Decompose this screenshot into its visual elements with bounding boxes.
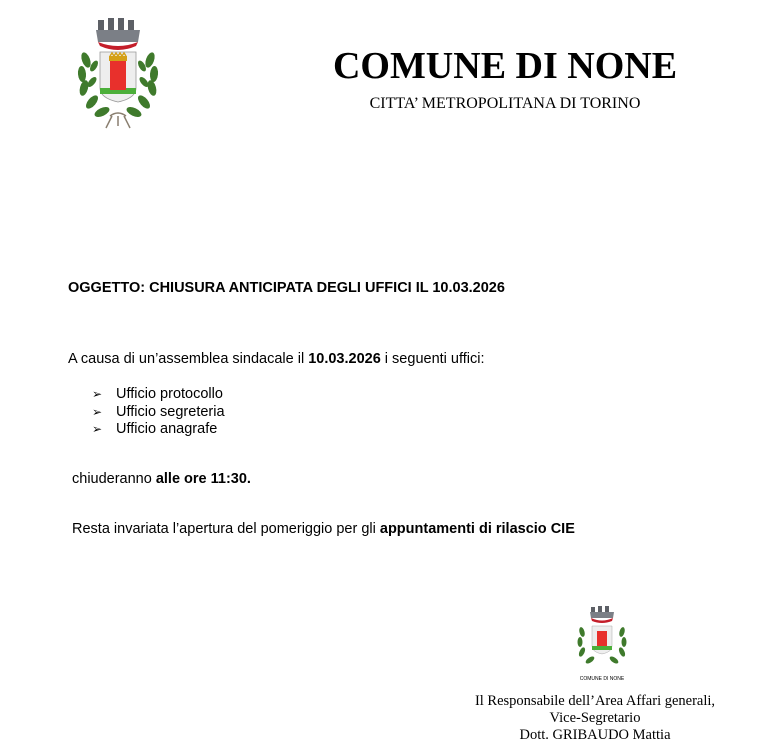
office-label: Ufficio segreteria [116, 403, 225, 420]
intro-paragraph [68, 351, 485, 367]
ribbon-icon [106, 113, 130, 128]
office-label: Ufficio protocollo [116, 386, 223, 402]
shield-icon [100, 52, 136, 102]
list-item [92, 404, 225, 422]
list-item [92, 421, 225, 439]
intro-date: 10.03.2026 [308, 351, 381, 367]
municipality-title: COMUNE DI NONE [332, 45, 678, 87]
intro-text-end: i seguenti uffici: [380, 351, 485, 367]
office-list [92, 386, 225, 439]
closing-paragraph [72, 471, 251, 487]
list-item [92, 386, 225, 404]
note-paragraph [72, 521, 575, 537]
signature-role: Il Responsabile dell’Area Affari generali, [474, 693, 716, 709]
intro-text: A causa di un’assemblea sindacale il [68, 351, 309, 367]
signature-block [440, 693, 750, 744]
closing-text: chiuderanno [72, 471, 156, 487]
signature-name: Dott. GRIBAUDO Mattia [519, 727, 671, 743]
note-bold: appuntamenti di rilascio CIE [379, 521, 575, 537]
closing-time: alle ore 11:30. [155, 471, 251, 487]
arrow-bullet-icon: ➢ [92, 404, 103, 419]
municipality-subtitle: CITTA’ METROPOLITANA DI TORINO [369, 95, 641, 112]
stamp-caption: COMUNE DI NONE [579, 676, 625, 682]
arrow-bullet-icon: ➢ [92, 387, 103, 401]
coat-of-arms-icon [72, 16, 164, 134]
note-text: Resta invariata l’apertura del pomeriggio per gli [72, 521, 380, 537]
stamp-coat-of-arms-icon [570, 604, 634, 684]
crown-icon [96, 18, 140, 50]
office-label: Ufficio anagrafe [116, 421, 218, 437]
subject-line: OGGETTO: CHIUSURA ANTICIPATA DEGLI UFFICI IL 10.03.2026 [68, 280, 505, 296]
signature-title: Vice-Segretario [549, 710, 641, 726]
arrow-bullet-icon: ➢ [92, 422, 103, 436]
